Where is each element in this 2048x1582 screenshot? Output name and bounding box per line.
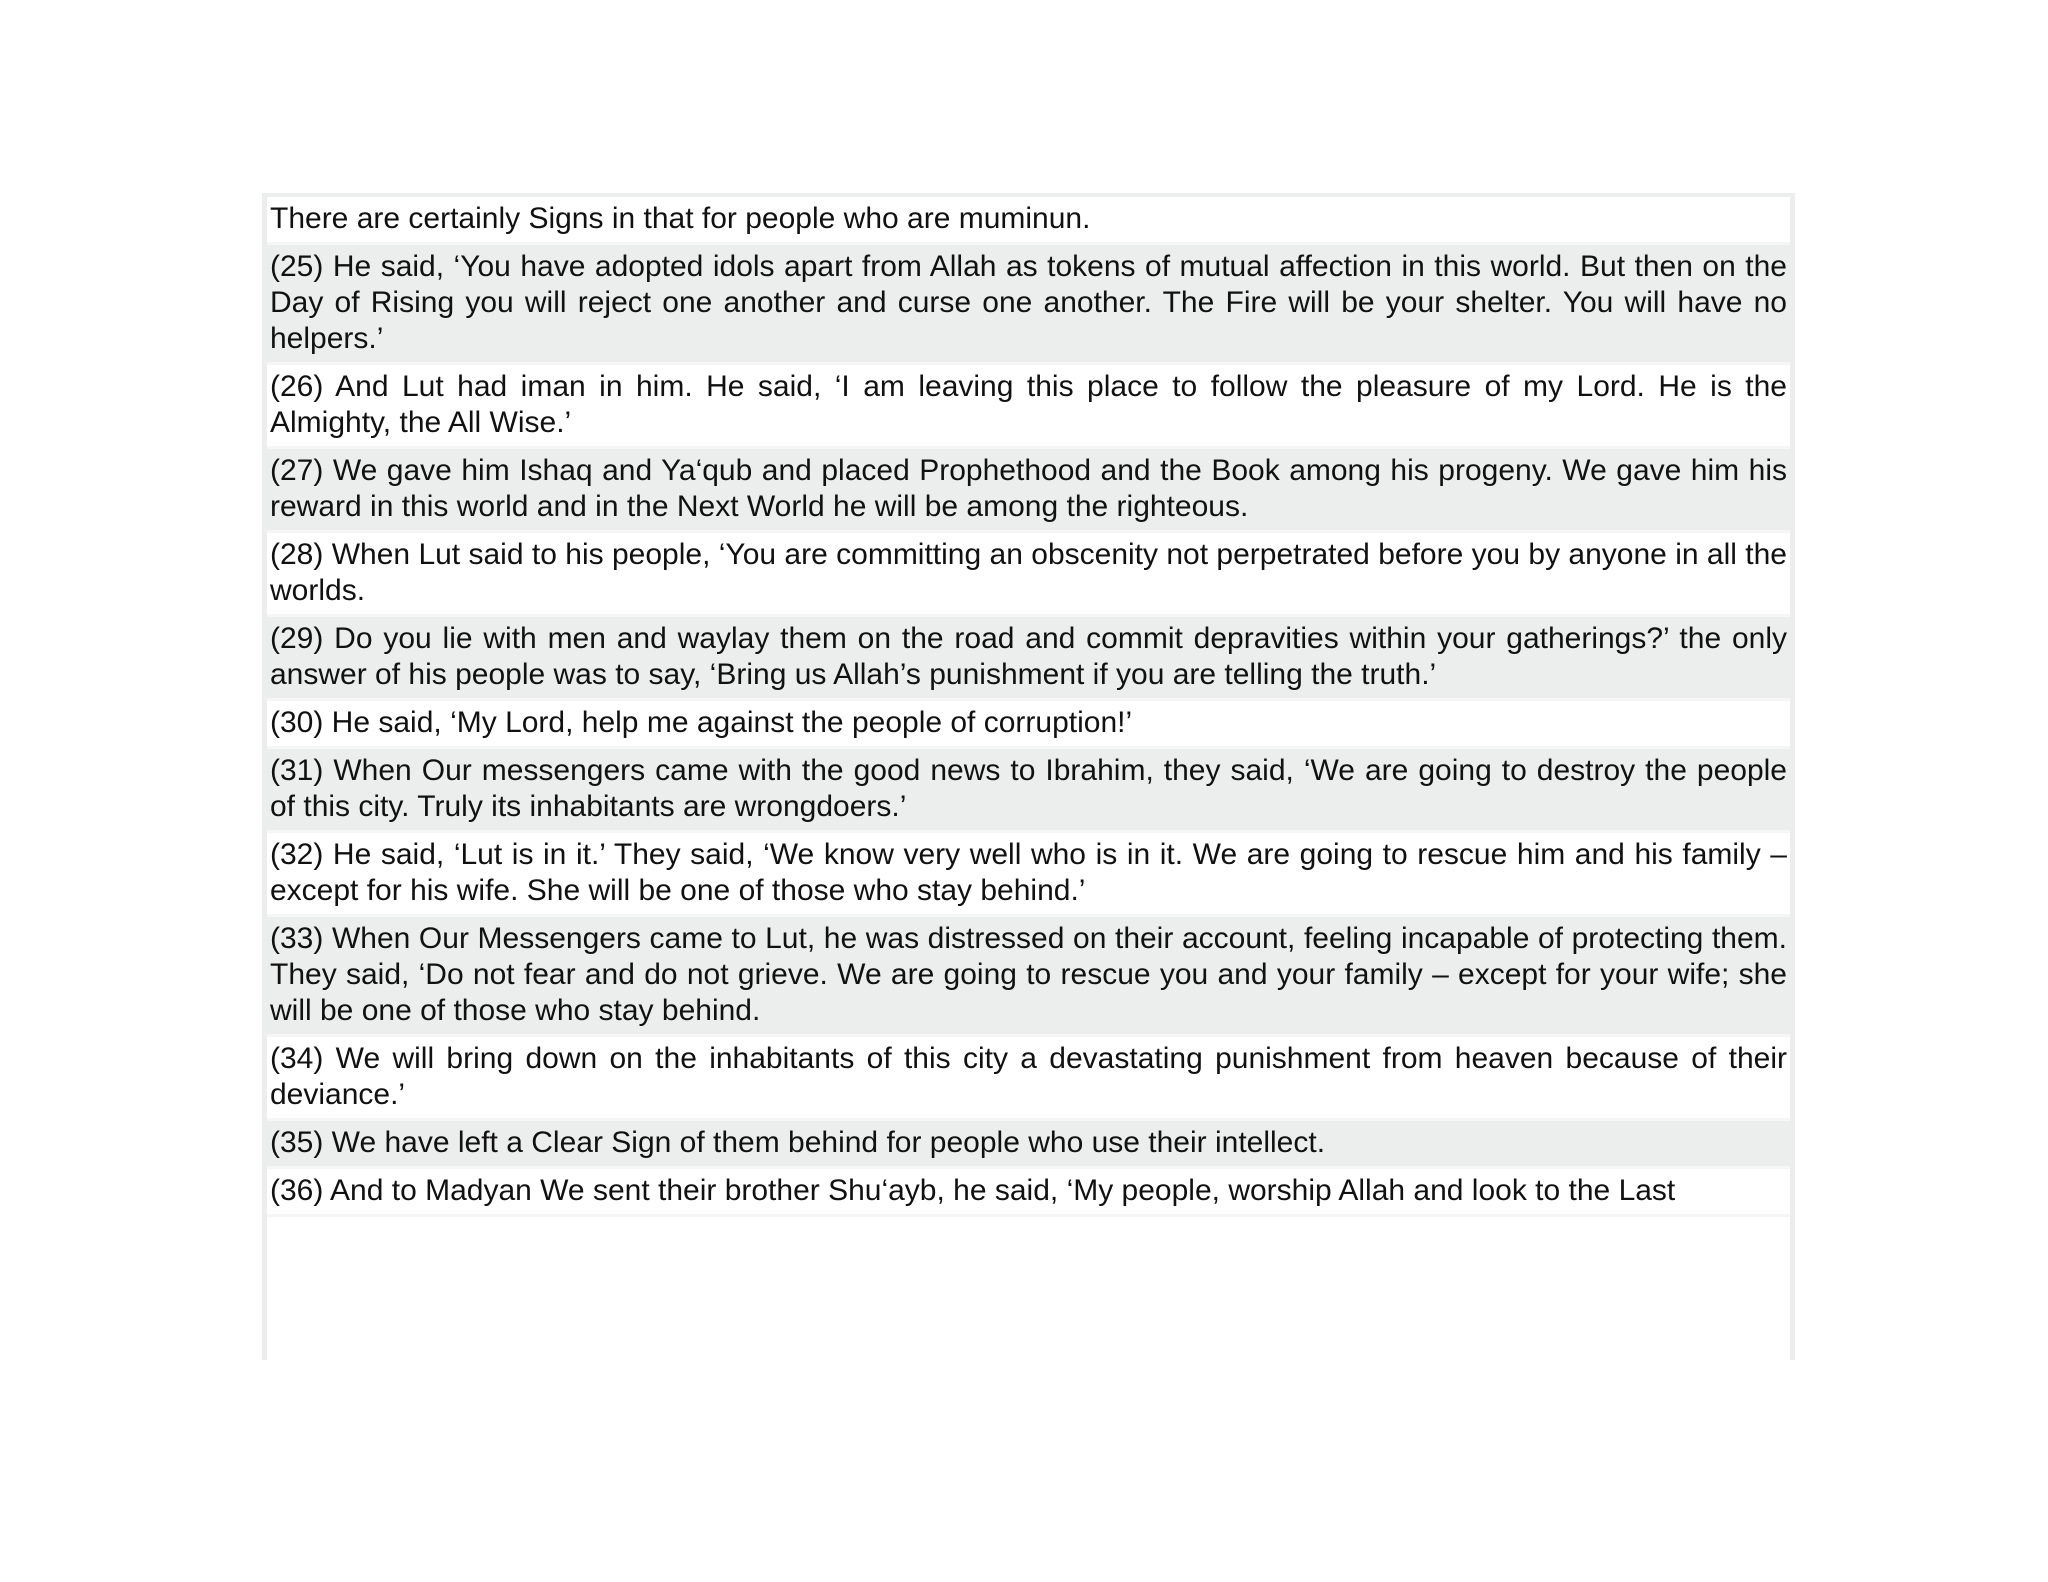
verse-text: (29) Do you lie with men and waylay them on the road and commit depravities within your gatherings?’ the only answer of his people was to say, ‘Bring us Allah’s punishment if you are telling the truth.’ [270, 622, 1787, 691]
verse-row [267, 617, 1790, 701]
verse-text: (33) When Our Messengers came to Lut, he was distressed on their account, feeling incapable of protecting them. They said, ‘Do not fear and do not grieve. We are going to rescue you and your family – except for your wife; she will be one of those who stay behind. [270, 922, 1787, 1027]
verse-row [267, 1037, 1790, 1121]
verse-text: (31) When Our messengers came with the good news to Ibrahim, they said, ‘We are going to destroy the people of this city. Truly its inhabitants are wrongdoers.’ [270, 754, 1787, 823]
verse-text: There are certainly Signs in that for people who are muminun. [270, 202, 1091, 235]
verse-text: (27) We gave him Ishaq and Ya‘qub and placed Prophethood and the Book among his progeny. We gave him his reward in this world and in the Next World he will be among the righteous. [270, 454, 1787, 523]
verse-row [267, 917, 1790, 1037]
verse-row [267, 1121, 1790, 1169]
verse-text: (28) When Lut said to his people, ‘You are committing an obscenity not perpetrated before you by anyone in all the worlds. [270, 538, 1787, 607]
verse-text: (25) He said, ‘You have adopted idols apart from Allah as tokens of mutual affection in this world. But then on the Day of Rising you will reject one another and curse one another. The Fire will be your shelter. You will have no helpers.’ [270, 250, 1787, 355]
verse-row [267, 197, 1790, 245]
verse-row [267, 749, 1790, 833]
verse-row [267, 701, 1790, 749]
verse-row [267, 449, 1790, 533]
verse-text: (36) And to Madyan We sent their brother Shu‘ayb, he said, ‘My people, worship Allah and look to the Last [270, 1174, 1676, 1207]
verse-row [267, 245, 1790, 365]
verse-text: (35) We have left a Clear Sign of them behind for people who use their intellect. [270, 1126, 1326, 1159]
verse-row [267, 1169, 1790, 1217]
verse-row [267, 833, 1790, 917]
verse-row [267, 533, 1790, 617]
verse-text: (30) He said, ‘My Lord, help me against the people of corruption!’ [270, 706, 1133, 739]
verse-text: (26) And Lut had iman in him. He said, ‘I am leaving this place to follow the pleasure of my Lord. He is the Almighty, the All Wise.’ [270, 370, 1787, 439]
verse-text: (34) We will bring down on the inhabitants of this city a devastating punishment from heaven because of their deviance.’ [270, 1042, 1787, 1111]
verse-row [267, 365, 1790, 449]
verse-table [262, 193, 1795, 1360]
verse-text: (32) He said, ‘Lut is in it.’ They said, ‘We know very well who is in it. We are going to rescue him and his family – except for his wife. She will be one of those who stay behind.’ [270, 838, 1787, 907]
